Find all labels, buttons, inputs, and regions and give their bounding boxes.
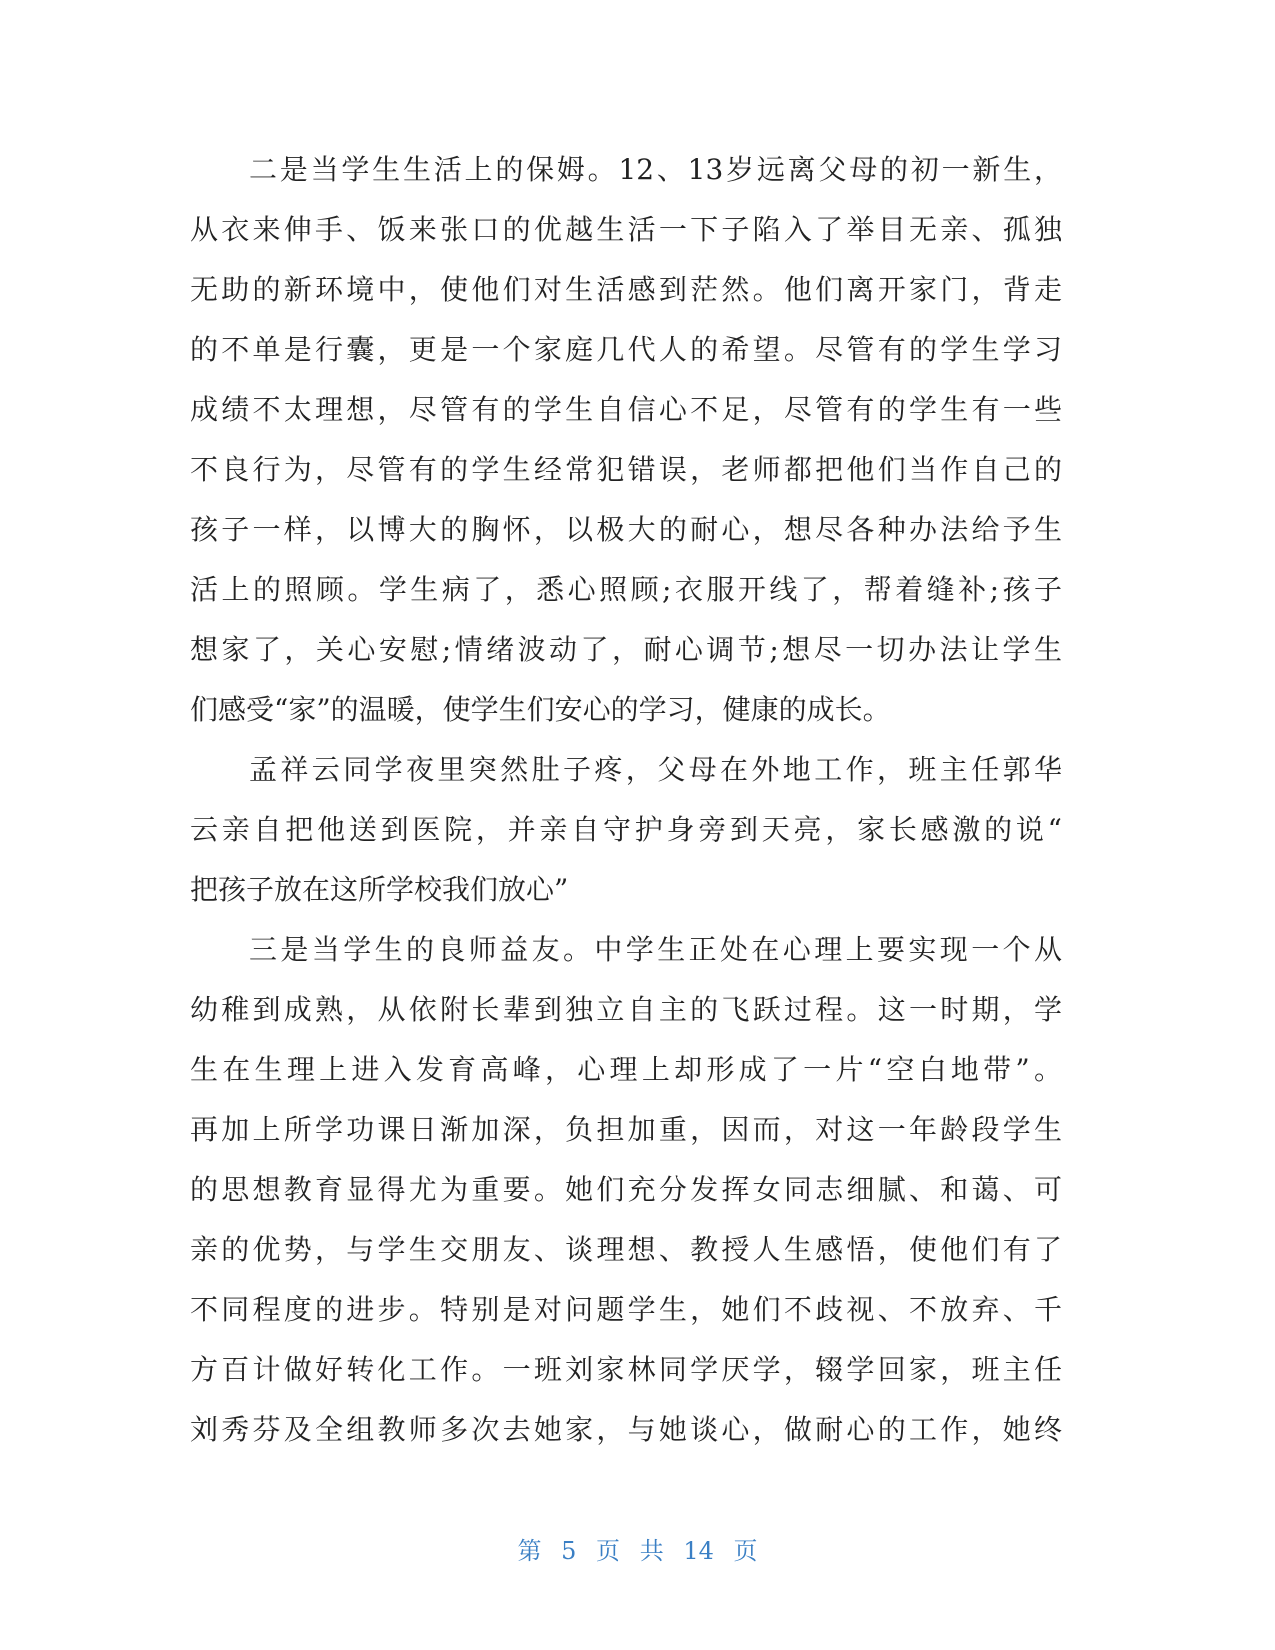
text-line: 无助的新环境中，使他们对生活感到茫然。他们离开家门，背走 xyxy=(190,273,1062,306)
paragraph-1 xyxy=(190,140,1062,740)
text-line: 成绩不太理想，尽管有的学生自信心不足，尽管有的学生有一些 xyxy=(190,393,1062,426)
text-line: 的思想教育显得尤为重要。她们充分发挥女同志细腻、和蔼、可 xyxy=(190,1173,1062,1206)
footer-label-di: 第 xyxy=(517,1537,542,1565)
text-line: 从衣来伸手、饭来张口的优越生活一下子陷入了举目无亲、孤独 xyxy=(190,213,1062,246)
text-line: 活上的照顾。学生病了，悉心照顾;衣服开线了，帮着缝补;孩子 xyxy=(190,573,1062,606)
text-line: 方百计做好转化工作。一班刘家林同学厌学，辍学回家，班主任 xyxy=(190,1353,1062,1386)
text-line: 二是当学生生活上的保姆。12、13岁远离父母的初一新生， xyxy=(249,153,1062,186)
paragraph-2 xyxy=(190,740,1062,920)
text-line: 想家了，关心安慰;情绪波动了，耐心调节;想尽一切办法让学生 xyxy=(190,633,1062,666)
text-line: 不同程度的进步。特别是对问题学生，她们不歧视、不放弃、千 xyxy=(190,1293,1062,1326)
text-line: 刘秀芬及全组教师多次去她家，与她谈心，做耐心的工作，她终 xyxy=(190,1413,1062,1446)
footer-label-gong: 共 xyxy=(639,1537,664,1565)
text-line: 再加上所学功课日渐加深，负担加重，因而，对这一年龄段学生 xyxy=(190,1113,1062,1146)
document-body xyxy=(190,140,1062,1460)
page-footer xyxy=(0,1535,1275,1567)
footer-label-ye-end: 页 xyxy=(733,1537,758,1565)
text-line: 三是当学生的良师益友。中学生正处在心理上要实现一个从 xyxy=(249,933,1062,966)
text-line: 不良行为，尽管有的学生经常犯错误，老师都把他们当作自己的 xyxy=(190,453,1062,486)
current-page-number: 5 xyxy=(561,1537,577,1565)
text-line: 孟祥云同学夜里突然肚子疼，父母在外地工作，班主任郭华 xyxy=(249,753,1062,786)
footer-label-ye: 页 xyxy=(596,1537,621,1565)
text-line: 生在生理上进入发育高峰，心理上却形成了一片“空白地带”。 xyxy=(190,1053,1062,1086)
text-line: 们感受“家”的温暖，使学生们安心的学习，健康的成长。 xyxy=(190,693,891,726)
text-line: 亲的优势，与学生交朋友、谈理想、教授人生感悟，使他们有了 xyxy=(190,1233,1062,1266)
text-line: 孩子一样，以博大的胸怀，以极大的耐心，想尽各种办法给予生 xyxy=(190,513,1062,546)
text-line: 把孩子放在这所学校我们放心” xyxy=(190,873,569,906)
paragraph-3 xyxy=(190,920,1062,1460)
total-pages-number: 14 xyxy=(683,1537,714,1565)
text-line: 的不单是行囊，更是一个家庭几代人的希望。尽管有的学生学习 xyxy=(190,333,1062,366)
text-line: 幼稚到成熟，从依附长辈到独立自主的飞跃过程。这一时期，学 xyxy=(190,993,1062,1026)
text-line: 云亲自把他送到医院，并亲自守护身旁到天亮，家长感激的说“ xyxy=(190,813,1062,846)
